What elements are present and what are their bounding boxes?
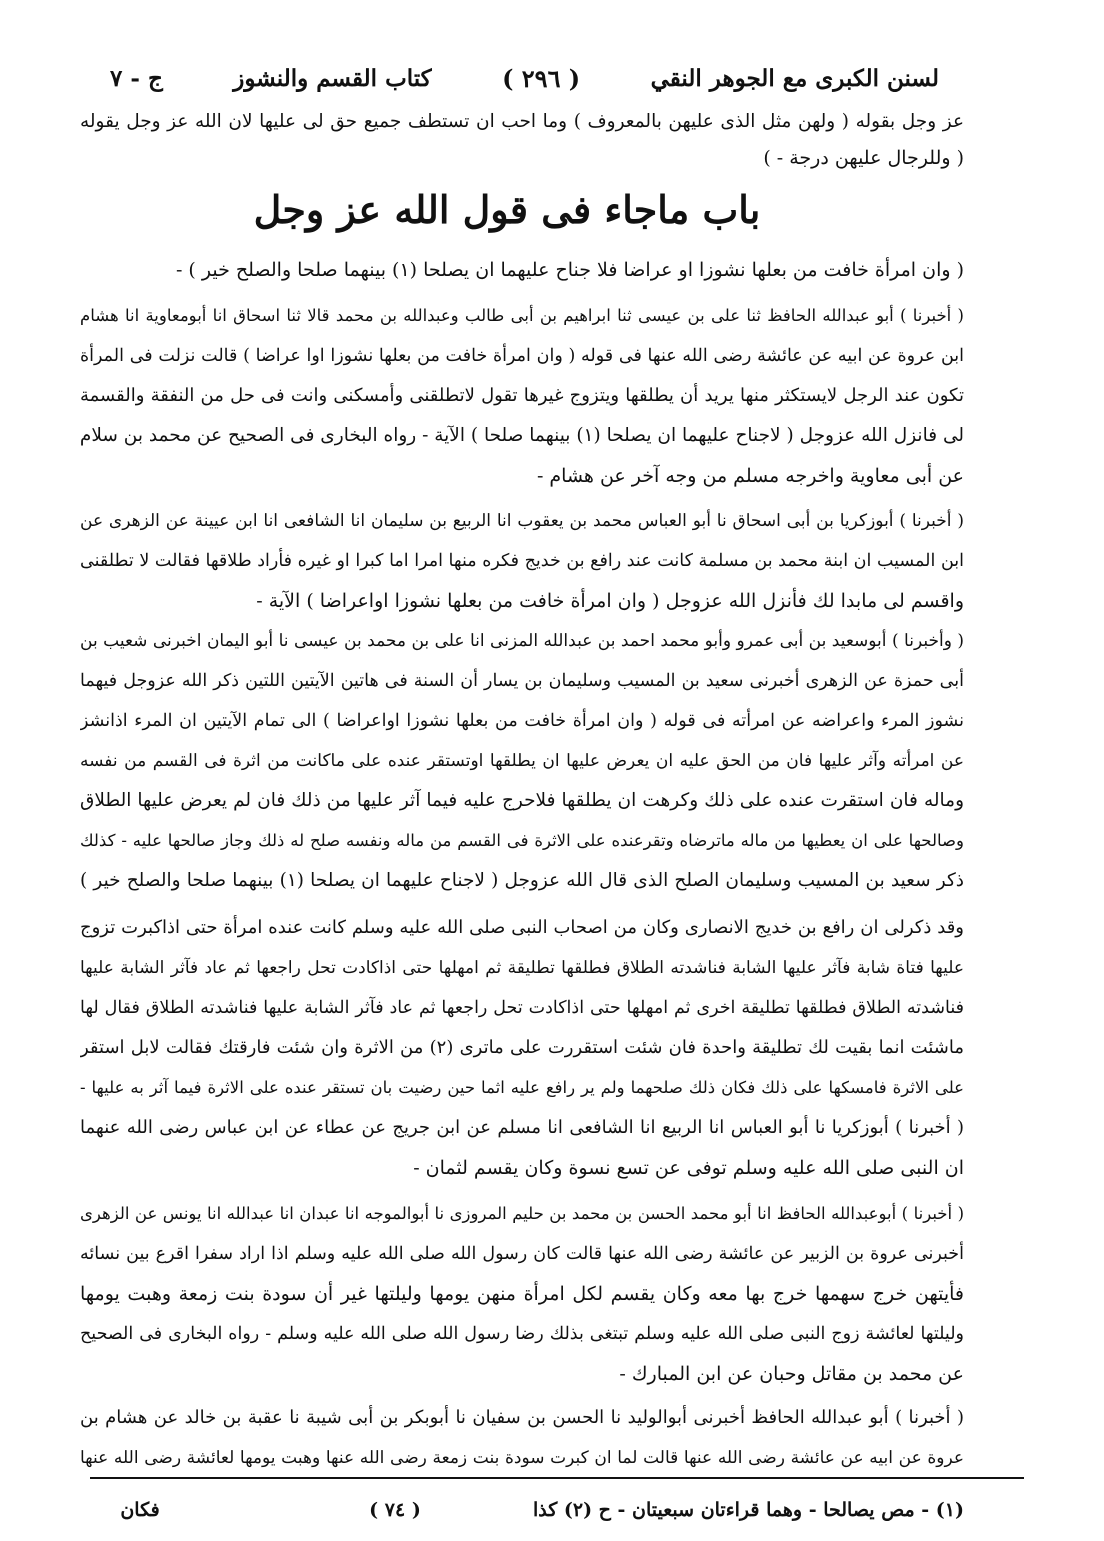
body-line: ( وأخبرنا ) أبوسعيد بن أبى عمرو وأبو محمد احمد بن عبدالله المزنى انا على بن محمد بن عيسى نا أبو اليمان اخبرنى شعيب بن — [80, 631, 964, 651]
header-title: لسنن الكبرى مع الجوهر النقي — [650, 64, 939, 92]
body-line: ( وان امرأة خافت من بعلها نشوزا او عراضا فلا جناح عليهما ان يصلحا (١) بينهما صلحا والصلح خير ) - — [175, 259, 964, 281]
body-line: ( أخبرنا ) أبو عبدالله الحافظ أخبرنى أبوالوليد نا الحسن بن سفيان نا أبوبكر بن أبى شيبة نا عقبة بن خالد عن هشام بن — [80, 1407, 964, 1428]
body-line: ( أخبرنا ) أبوعبدالله الحافظ انا أبو محمد الحسن بن محمد بن حليم المروزى نا أبوالموجه انا عبدان انا عبدالله انا يونس عن الزهرى — [80, 1204, 964, 1223]
body-line: تكون عند الرجل لايستكثر منها يريد أن يطلقها ويتزوج غيرها تقول لاتطلقنى وأمسكنى وانت فى حل من النفقة والقسمة — [80, 385, 964, 406]
body-line: عن امرأته وآثر عليها فان من الحق عليه ان يعرض عليها ان يطلقها اوتستقر عنده على ماكانت من اثرة فى القسم من نفسه — [80, 751, 964, 771]
body-line: ( أخبرنا ) أبوزكريا بن أبى اسحاق نا أبو العباس محمد بن يعقوب انا الربيع بن سليمان انا الشافعى انا ابن عيينة عن الزهرى عن — [80, 511, 964, 531]
footnote: (١) - مص يصالحا - وهما قراءتان سبعيتان - ح (٢) كذا — [532, 1499, 964, 1521]
page-number: ( ٢٩٦ ) — [502, 63, 581, 93]
body-line: وليلتها لعائشة زوج النبى صلى الله عليه وسلم تبتغى بذلك رضا رسول الله صلى الله عليه وسلم - رواه البخارى فى الصحيح — [80, 1324, 964, 1344]
body-line: لى فانزل الله عزوجل ( لاجناح عليهما ان يصلحا (١) بينهما صلحا ) الآية - رواه البخارى فى الصحيح عن محمد بن سلام — [80, 425, 964, 446]
folio-number: ( ٧٤ ) — [369, 1499, 421, 1521]
body-line: ابن عروة عن ابيه عن عائشة رضى الله عنها فى قوله ( وان امرأة خافت من بعلها نشوزا اوا عراضا ) قالت نزلت فى المرأة — [80, 346, 964, 366]
body-line: عليها فتاة شابة فآثر عليها الشابة فناشدته الطلاق فطلقها تطليقة ثم امهلها حتى اذاكادت تحل راجعها ثم عاد فآثر الشابة عليها — [80, 958, 964, 978]
body-line: نشوز المرء واعراضه عن امرأته فى قوله ( وان امرأة خافت من بعلها نشوزا اواعراضا ) الى تمام الآيتين ان المرء اذانشز — [80, 711, 964, 731]
body-line: على الاثرة فامسكها على ذلك فكان ذلك صلحهما ولم ير رافع عليه اثما حين رضيت بان تستقر عنده على الاثرة فيما آثر به عليها - — [80, 1078, 964, 1097]
body-line: أخبرنى عروة بن الزبير عن عائشة رضى الله عنها قالت كان رسول الله صلى الله عليه وسلم اذا اراد سفرا اقرع بين نسائه — [80, 1244, 964, 1264]
intro-line: ( وللرجال عليهن درجة - ) — [763, 147, 964, 169]
volume-label: ج - ٧ — [110, 64, 163, 92]
running-header — [110, 58, 939, 98]
body-line: فناشدته الطلاق فطلقها تطليقة اخرى ثم امهلها حتى اذاكادت تحل راجعها ثم عاد فآثر الشابة عليها فناشدته الطلاق فقال لها — [80, 998, 964, 1018]
body-line: ( أخبرنا ) أبوزكريا نا أبو العباس انا الربيع انا الشافعى انا مسلم عن ابن جريج عن عطاء عن ابن عباس رضى الله عنهما — [80, 1117, 964, 1138]
body-line: فأيتهن خرج سهمها خرج بها معه وكان يقسم لكل امرأة منهن يومها وليلتها غير أن سودة بنت زمعة وهبت يومها — [80, 1283, 964, 1305]
header-book: كتاب القسم والنشوز — [233, 64, 432, 92]
body-line: ( أخبرنا ) أبو عبدالله الحافظ ثنا على بن عيسى ثنا ابراهيم بن أبى طالب وعبدالله بن محمد قالا ثنا اسحاق انا أبومعاوية انا هشام — [80, 306, 964, 325]
body-line: عن محمد بن مقاتل وحبان عن ابن المبارك - — [619, 1363, 964, 1385]
body-line: أبى حمزة عن الزهرى أخبرنى سعيد بن المسيب وسليمان بن يسار أن السنة فى هاتين الآيتين اللتين ذكر الله عزوجل فيهما — [80, 671, 964, 691]
body-line: عن أبى معاوية واخرجه مسلم من وجه آخر عن هشام - — [536, 465, 964, 487]
body-line: وماله فان استقرت عنده على ذلك وكرهت ان يطلقها فلاحرج عليه فيما آثر عليها من ذلك فان لم يعرض عليها الطلاق — [80, 790, 964, 811]
body-line: ماشئت انما بقيت لك تطليقة واحدة فان شئت استقررت على ماترى (٢) من الاثرة وان شئت فارقتك فقالت لابل استقر — [80, 1037, 964, 1058]
body-line: ابن المسيب ان ابنة محمد بن مسلمة كانت عند رافع بن خديج فكره منها امرا اما كبرا او غيره فأراد طلاقها فقالت لا تطلقنى — [80, 551, 964, 571]
body-line: واقسم لى مابدا لك فأنزل الله عزوجل ( وان امرأة خافت من بعلها نشوزا اواعراضا ) الآية - — [256, 590, 964, 612]
body-line: وقد ذكرلى ان رافع بن خديج الانصارى وكان من اصحاب النبى صلى الله عليه وسلم كانت عنده امرأة حتى اذاكبرت تزوج — [80, 917, 964, 938]
body-line: ذكر سعيد بن المسيب وسليمان الصلح الذى قال الله عزوجل ( لاجناح عليهما ان يصلحا (١) بينهما صلحا والصلح خير ) — [80, 870, 964, 891]
body-line: عروة عن ابيه عن عائشة رضى الله عنها قالت لما ان كبرت سودة بنت زمعة رضى الله عنها وهبت يومها لعائشة رضى الله عنها — [80, 1448, 964, 1468]
body-line: وصالحها على ان يعطيها من ماله ماترضاه وتقرعنده على الاثرة فى القسم من ماله ونفسه صلح له ذلك وجاز صالحها عليه - كذلك — [80, 831, 964, 850]
intro-line: عز وجل بقوله ( ولهن مثل الذى عليهن بالمعروف ) وما احب ان تستطف جميع حق لى عليها لان الله عز وجل يقوله — [80, 111, 964, 132]
chapter-title: باب ماجاء فى قول الله عز وجل — [253, 187, 761, 232]
body-line: ان النبى صلى الله عليه وسلم توفى عن تسع نسوة وكان يقسم لثمان - — [413, 1157, 964, 1179]
footnote-rule — [90, 1477, 1024, 1479]
catchword: فكان — [120, 1499, 160, 1521]
